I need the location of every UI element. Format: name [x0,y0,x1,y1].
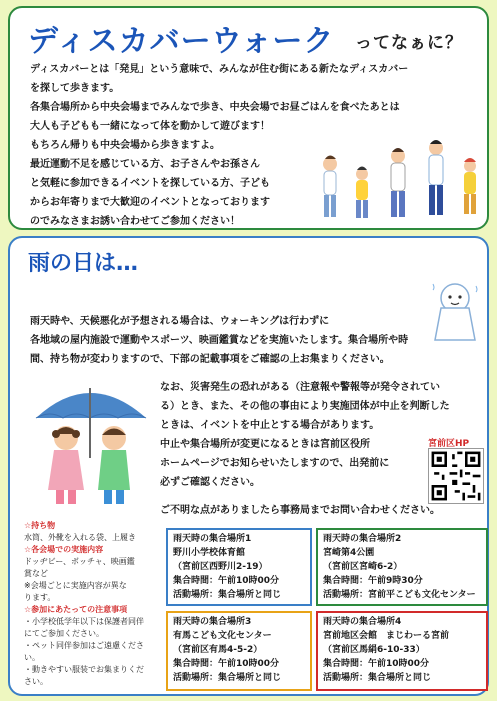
notes-line: ・小学校低学年以下は保護者同伴 [24,617,144,626]
rain-line: ホームページでお知らせいたしますので、出発前に [160,458,390,469]
venue-line: 宮前地区会館 まじわーる宮前 [323,631,450,641]
notes-line: 水筒、外靴を入れる袋、上履き [24,533,136,542]
venue-line: 集合時間：午前10時00分 [173,576,280,586]
venue-line: 活動場所：宮前平こども文化センター [323,590,476,600]
notes-line: ・動きやすい服装でお集まりくだ [24,665,144,674]
notes-line: ・ペット同伴参加はご遠慮くださ [24,641,144,650]
venue-line: 有馬こども文化センター [173,631,272,641]
rain-line: 間、持ち物が変わりますので、下部の記載事項をご確認の上お集まりください。 [30,354,390,365]
venue-line: 野川小学校体育館 [173,548,246,558]
walker-figure [464,158,476,214]
venue-line: （宮前区有馬4-5-2） [173,645,263,655]
walking-family-illustration [310,126,490,236]
notes-line: ります。 [24,593,56,602]
walker-figure [356,167,368,219]
notes-line: ※会場ごとに実施内容が異な [24,581,127,590]
rain-line: ときは、イベントを中止とする場合があります。 [160,420,380,431]
intro-line: と気軽に参加できるイベントを探している方、子ども [30,178,270,189]
intro-line: ディスカバーとは「発見」という意味で、みんなが住む街にある新たなディスカバー [30,64,409,75]
rain-venue-card-4 [316,611,488,691]
rain-line: ご不明な点がありましたら事務局までお問い合わせください。 [160,505,440,516]
rain-venue-card-2 [316,528,488,606]
notes-line: さい。 [24,677,48,686]
intro-line: 最近運動不足を感じている方、お子さんやお孫さん [30,159,260,170]
venue-heading: 雨天時の集合場所3 [173,617,252,627]
venue-line: （宮前区西野川2-19） [173,562,268,572]
walker-figure [429,140,443,215]
venue-heading: 雨天時の集合場所1 [173,534,252,544]
venue-line: 活動場所：集合場所と同じ [173,590,282,600]
venue-line: 集合時間：午前10時00分 [173,659,280,669]
notes-line: ドッヂビー、ボッチャ、映画鑑 [24,557,135,566]
walker-figure [391,148,405,217]
rain-line: る）とき、また、その他の事由により実施団体が中止を判断した [160,401,450,412]
page-title: ディスカバーウォーク [28,24,335,59]
notes-line: にてご参加ください。 [24,629,104,638]
venue-line: 宮崎第4公園 [323,548,375,558]
venue-heading: 雨天時の集合場所2 [323,534,402,544]
rain-line: なお、災害発生の恐れがある（注意報や警報等が発令されてい [160,382,440,393]
intro-panel [8,6,489,230]
intro-line: 大人も子どもも一緒になって体を動かして遊びます！ [30,121,270,132]
intro-line: からお年寄りまで大歓迎のイベントとなっております [30,197,270,208]
qr-code-icon[interactable] [428,448,484,504]
rain-line: 各地域の屋内施設で運動やスポーツ、映画鑑賞などを実施いたします。集合場所や時 [30,335,409,346]
rainy-day-panel [8,236,489,696]
page-title-suffix: ってなぁに？ [355,33,463,53]
notes-line: い。 [24,653,40,662]
intro-line: もちろん帰りも中央会場から歩きますよ。 [30,140,220,151]
rain-line: 雨天時や、天候悪化が予想される場合は、ウォーキングは行わずに [30,316,330,327]
intro-line: のでみなさまお誘い合わせてご参加ください！ [30,216,240,227]
notes-line: 賞など [24,569,48,578]
rain-section-title: 雨の日は… [28,251,139,276]
rain-venue-card-3 [166,611,312,691]
rain-line: 必ずご確認ください。 [160,477,260,488]
notes-heading: ☆持ち物 [24,521,56,530]
venue-line: （宮前区馬絹6-10-33） [323,645,425,655]
rain-venue-card-1 [166,528,312,606]
rain-line: 中止や集合場所が変更になるときは宮前区役所 [160,439,370,450]
walker-figure [323,156,337,218]
venue-line: 活動場所：集合場所と同じ [173,673,282,683]
venue-heading: 雨天時の集合場所4 [323,617,402,627]
venue-line: 集合時間：午前9時30分 [323,576,423,586]
notes-heading: ☆参加にあたっての注意事項 [24,605,128,614]
notes-heading: ☆各会場での実施内容 [24,545,104,554]
children-umbrella-illustration [28,378,153,513]
venue-line: 集合時間：午前10時00分 [323,659,430,669]
intro-line: 各集合場所から中央会場までみんなで歩き、中央会場でお昼ごはんを食べたあとは [30,102,400,113]
venue-line: （宮前区宮崎6-2） [323,562,403,572]
notes-section [24,520,164,688]
venue-line: 活動場所：集合場所と同じ [323,673,432,683]
intro-line: を探して歩きます。 [30,83,120,94]
homepage-label: 宮前区HP [428,439,470,449]
